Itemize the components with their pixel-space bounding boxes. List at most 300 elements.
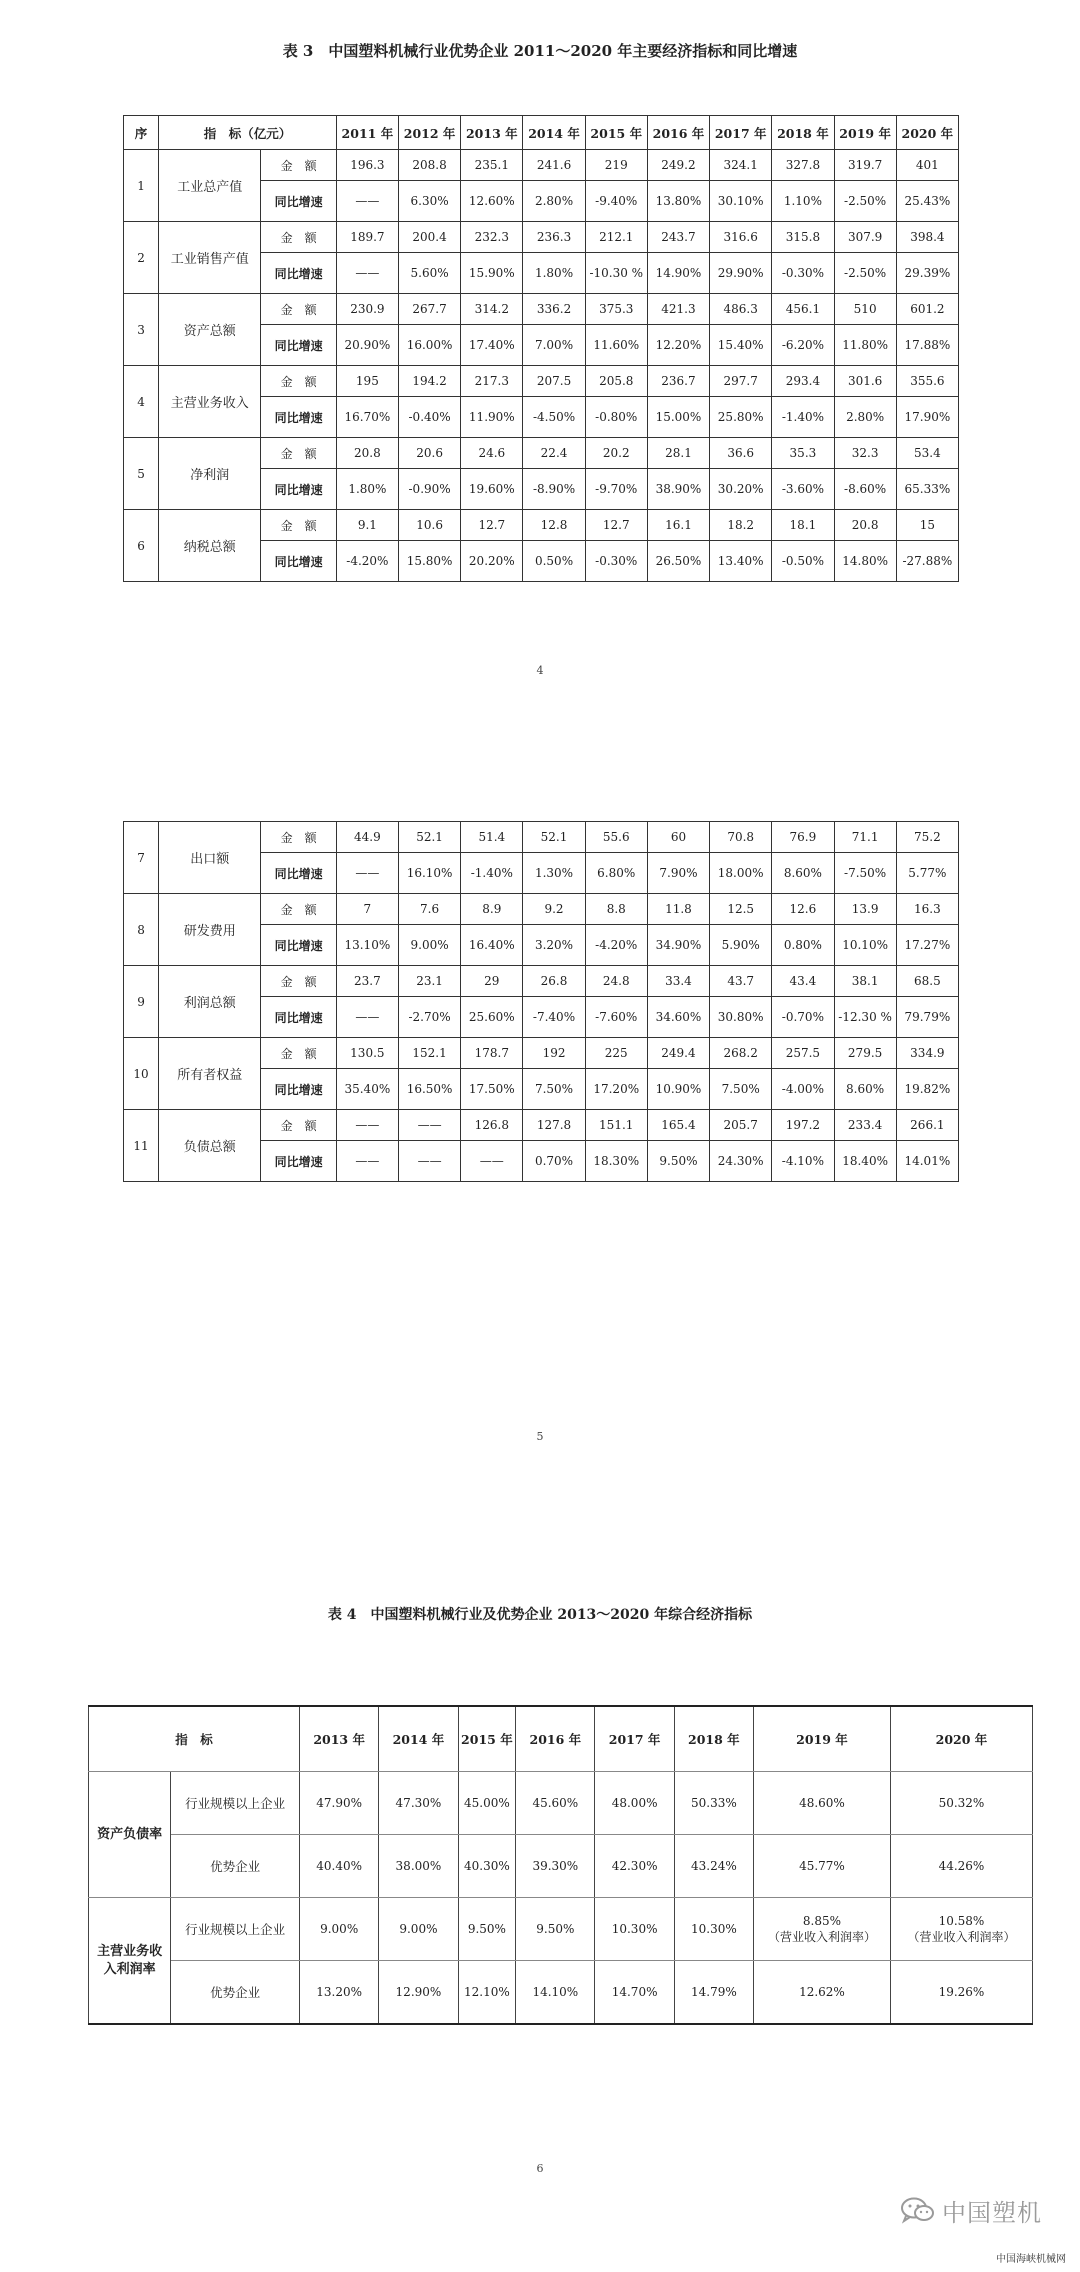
table-cell: 12.90% bbox=[379, 1961, 458, 2025]
table-cell: 192 bbox=[523, 1038, 585, 1069]
table-cell: 33.4 bbox=[647, 966, 709, 997]
year-header: 2019 年 bbox=[834, 116, 896, 150]
table-cell: 36.6 bbox=[710, 438, 772, 469]
sub-label: 金 额 bbox=[261, 966, 336, 997]
table-row bbox=[124, 966, 959, 997]
table-cell: 55.6 bbox=[585, 822, 647, 853]
row-number: 11 bbox=[124, 1110, 159, 1182]
table-cell: 14.10% bbox=[516, 1961, 595, 2025]
table-cell: 11.60% bbox=[585, 325, 647, 366]
table-row bbox=[124, 1110, 959, 1141]
table-cell: 16.00% bbox=[398, 325, 460, 366]
table-cell: 42.30% bbox=[595, 1835, 674, 1898]
table3-title: 表 3 中国塑料机械行业优势企业 2011～2020 年主要经济指标和同比增速 bbox=[282, 42, 798, 60]
table-cell: 13.40% bbox=[710, 541, 772, 582]
year-header: 2016 年 bbox=[647, 116, 709, 150]
sub-label: 金 额 bbox=[261, 438, 336, 469]
wechat-icon bbox=[900, 2196, 936, 2224]
table-cell: 5.60% bbox=[398, 253, 460, 294]
table-cell: 334.9 bbox=[896, 1038, 958, 1069]
table-cell: 197.2 bbox=[772, 1110, 834, 1141]
indicator-name: 主营业务收入 bbox=[159, 366, 261, 438]
sub-label: 金 额 bbox=[261, 150, 336, 181]
table4-header-row bbox=[89, 1706, 1033, 1772]
table-cell: 257.5 bbox=[772, 1038, 834, 1069]
table-cell: 47.90% bbox=[300, 1772, 379, 1835]
table-cell: 43.24% bbox=[674, 1835, 753, 1898]
table-cell: 2.80% bbox=[523, 181, 585, 222]
table-cell: 0.80% bbox=[772, 925, 834, 966]
table-cell: 12.62% bbox=[754, 1961, 891, 2025]
sub-label: 同比增速 bbox=[261, 1141, 336, 1182]
table-cell: 12.5 bbox=[710, 894, 772, 925]
sub-label: 同比增速 bbox=[261, 397, 336, 438]
table-cell: 232.3 bbox=[461, 222, 523, 253]
table-cell: 7.50% bbox=[710, 1069, 772, 1110]
row-number: 2 bbox=[124, 222, 159, 294]
table-cell: 18.00% bbox=[710, 853, 772, 894]
table-row bbox=[89, 1961, 1033, 2025]
table-cell: 29.39% bbox=[896, 253, 958, 294]
sub-label: 金 额 bbox=[261, 894, 336, 925]
table-row bbox=[89, 1835, 1033, 1898]
table-cell: 52.1 bbox=[398, 822, 460, 853]
table-cell: 12.60% bbox=[461, 181, 523, 222]
cell-value: 8.85% bbox=[802, 1913, 842, 1928]
table-cell: 48.60% bbox=[754, 1772, 891, 1835]
watermark bbox=[900, 2190, 1060, 2230]
table-cell: 8.8 bbox=[585, 894, 647, 925]
table-cell: 130.5 bbox=[336, 1038, 398, 1069]
table-cell: 601.2 bbox=[896, 294, 958, 325]
table-cell: 205.7 bbox=[710, 1110, 772, 1141]
table-cell: 19.82% bbox=[896, 1069, 958, 1110]
year-header: 2012 年 bbox=[398, 116, 460, 150]
table-cell: 225 bbox=[585, 1038, 647, 1069]
sub-label: 金 额 bbox=[261, 822, 336, 853]
sub-label: 同比增速 bbox=[261, 325, 336, 366]
table-cell: -9.70% bbox=[585, 469, 647, 510]
table-cell: —— bbox=[336, 181, 398, 222]
table-cell: 18.1 bbox=[772, 510, 834, 541]
table-cell: 38.1 bbox=[834, 966, 896, 997]
table-row bbox=[124, 294, 959, 325]
table-cell: 375.3 bbox=[585, 294, 647, 325]
table-cell: 249.2 bbox=[647, 150, 709, 181]
table-cell: 324.1 bbox=[710, 150, 772, 181]
row-label: 优势企业 bbox=[171, 1835, 300, 1898]
table-cell: 20.20% bbox=[461, 541, 523, 582]
year-header: 2011 年 bbox=[336, 116, 398, 150]
table-cell: 6.80% bbox=[585, 853, 647, 894]
table-cell: —— bbox=[336, 1110, 398, 1141]
indicator-name: 纳税总额 bbox=[159, 510, 261, 582]
table-cell: 51.4 bbox=[461, 822, 523, 853]
seq-header: 序 bbox=[124, 116, 159, 150]
table-cell: 510 bbox=[834, 294, 896, 325]
table-cell: -9.40% bbox=[585, 181, 647, 222]
sub-label: 同比增速 bbox=[261, 925, 336, 966]
table-cell: 71.1 bbox=[834, 822, 896, 853]
table-cell: 16.1 bbox=[647, 510, 709, 541]
table-cell: 23.7 bbox=[336, 966, 398, 997]
sub-label: 金 额 bbox=[261, 1110, 336, 1141]
table-cell: 28.1 bbox=[647, 438, 709, 469]
table-cell: 319.7 bbox=[834, 150, 896, 181]
table-row bbox=[89, 1898, 1033, 1961]
table-cell: 13.10% bbox=[336, 925, 398, 966]
table-cell: 18.2 bbox=[710, 510, 772, 541]
sub-label: 金 额 bbox=[261, 222, 336, 253]
table-cell: 398.4 bbox=[896, 222, 958, 253]
table-cell: 75.2 bbox=[896, 822, 958, 853]
table-cell: 17.20% bbox=[585, 1069, 647, 1110]
table3-part1 bbox=[123, 115, 959, 582]
table-cell: 8.60% bbox=[834, 1069, 896, 1110]
table-cell: 12.7 bbox=[461, 510, 523, 541]
table-cell: -0.40% bbox=[398, 397, 460, 438]
table-cell: -27.88% bbox=[896, 541, 958, 582]
row-number: 3 bbox=[124, 294, 159, 366]
table-cell: 43.7 bbox=[710, 966, 772, 997]
table-cell: -12.30 % bbox=[834, 997, 896, 1038]
indicator-name: 出口额 bbox=[159, 822, 261, 894]
table-cell: 14.90% bbox=[647, 253, 709, 294]
table-cell: —— bbox=[461, 1141, 523, 1182]
table-cell: 217.3 bbox=[461, 366, 523, 397]
table-cell: -4.20% bbox=[585, 925, 647, 966]
page-number: 6 bbox=[536, 2162, 544, 2175]
table-cell: 0.50% bbox=[523, 541, 585, 582]
table-cell: 297.7 bbox=[710, 366, 772, 397]
table-cell: 195 bbox=[336, 366, 398, 397]
year-header: 2017 年 bbox=[595, 1706, 674, 1772]
table-cell: 165.4 bbox=[647, 1110, 709, 1141]
table-cell: 9.50% bbox=[647, 1141, 709, 1182]
table-cell: -2.50% bbox=[834, 181, 896, 222]
table-cell: 301.6 bbox=[834, 366, 896, 397]
table-cell: 7 bbox=[336, 894, 398, 925]
table-cell: 11.8 bbox=[647, 894, 709, 925]
sub-label: 同比增速 bbox=[261, 469, 336, 510]
table-row bbox=[89, 1772, 1033, 1835]
table-cell: 26.8 bbox=[523, 966, 585, 997]
table-cell: 196.3 bbox=[336, 150, 398, 181]
table-cell: 53.4 bbox=[896, 438, 958, 469]
table-cell: -0.30% bbox=[772, 253, 834, 294]
table-cell: 8.9 bbox=[461, 894, 523, 925]
table-cell: -7.40% bbox=[523, 997, 585, 1038]
table-cell: 10.10% bbox=[834, 925, 896, 966]
table4-title: 表 4 中国塑料机械行业及优势企业 2013～2020 年综合经济指标 bbox=[327, 1607, 753, 1623]
table-cell: 7.50% bbox=[523, 1069, 585, 1110]
table-cell: 12.20% bbox=[647, 325, 709, 366]
table-cell: 268.2 bbox=[710, 1038, 772, 1069]
table-cell: 20.8 bbox=[336, 438, 398, 469]
table-cell: -0.90% bbox=[398, 469, 460, 510]
year-header: 2020 年 bbox=[896, 116, 958, 150]
table-cell: 15.40% bbox=[710, 325, 772, 366]
indicator-header: 指 标（亿元） bbox=[159, 116, 337, 150]
cell-note: （营业收入利润率） bbox=[767, 1929, 876, 1944]
row-number: 8 bbox=[124, 894, 159, 966]
table-cell: 13.80% bbox=[647, 181, 709, 222]
table-cell: —— bbox=[336, 853, 398, 894]
table-cell: 20.90% bbox=[336, 325, 398, 366]
table-cell: 30.20% bbox=[710, 469, 772, 510]
table-cell: 315.8 bbox=[772, 222, 834, 253]
table-cell: 20.6 bbox=[398, 438, 460, 469]
sub-label: 同比增速 bbox=[261, 253, 336, 294]
table-cell: 11.80% bbox=[834, 325, 896, 366]
table-cell: 243.7 bbox=[647, 222, 709, 253]
table-row bbox=[124, 438, 959, 469]
table-cell: 200.4 bbox=[398, 222, 460, 253]
table-cell: 19.26% bbox=[890, 1961, 1032, 2025]
table-cell: 189.7 bbox=[336, 222, 398, 253]
table-cell: 205.8 bbox=[585, 366, 647, 397]
sub-label: 同比增速 bbox=[261, 1069, 336, 1110]
table-cell: -0.80% bbox=[585, 397, 647, 438]
indicator-name: 工业销售产值 bbox=[159, 222, 261, 294]
watermark-text: 中国塑机 bbox=[942, 2198, 1042, 2227]
table-cell: 38.00% bbox=[379, 1835, 458, 1898]
table-cell: 336.2 bbox=[523, 294, 585, 325]
table-cell: 24.30% bbox=[710, 1141, 772, 1182]
table-cell: 34.90% bbox=[647, 925, 709, 966]
table-cell: 1.80% bbox=[336, 469, 398, 510]
table-cell: 327.8 bbox=[772, 150, 834, 181]
year-header: 2014 年 bbox=[379, 1706, 458, 1772]
table-cell: 35.3 bbox=[772, 438, 834, 469]
table-cell: 2.80% bbox=[834, 397, 896, 438]
table-cell: 10.30% bbox=[674, 1898, 753, 1961]
table-cell: -3.60% bbox=[772, 469, 834, 510]
year-header: 2014 年 bbox=[523, 116, 585, 150]
table-cell: 35.40% bbox=[336, 1069, 398, 1110]
table3-header-row bbox=[124, 116, 959, 150]
table-cell: 40.30% bbox=[458, 1835, 516, 1898]
year-header: 2017 年 bbox=[710, 116, 772, 150]
table-cell: 24.6 bbox=[461, 438, 523, 469]
sub-label: 金 额 bbox=[261, 294, 336, 325]
table-cell: 60 bbox=[647, 822, 709, 853]
table-cell: 29.90% bbox=[710, 253, 772, 294]
table-cell: 22.4 bbox=[523, 438, 585, 469]
table-cell: -4.20% bbox=[336, 541, 398, 582]
table-cell: -2.70% bbox=[398, 997, 460, 1038]
page-number: 4 bbox=[536, 664, 544, 677]
table-cell: —— bbox=[398, 1110, 460, 1141]
table-cell: 70.8 bbox=[710, 822, 772, 853]
table-cell: -8.90% bbox=[523, 469, 585, 510]
table-cell: 39.30% bbox=[516, 1835, 595, 1898]
table-cell: -4.50% bbox=[523, 397, 585, 438]
table-cell: 236.7 bbox=[647, 366, 709, 397]
table-cell: 17.27% bbox=[896, 925, 958, 966]
row-number: 5 bbox=[124, 438, 159, 510]
table-cell: 207.5 bbox=[523, 366, 585, 397]
table-cell: 230.9 bbox=[336, 294, 398, 325]
table-row bbox=[124, 222, 959, 253]
table-cell: 1.80% bbox=[523, 253, 585, 294]
row-number: 6 bbox=[124, 510, 159, 582]
table-cell: 456.1 bbox=[772, 294, 834, 325]
table-cell: 3.20% bbox=[523, 925, 585, 966]
table-cell: 44.26% bbox=[890, 1835, 1032, 1898]
sub-label: 金 额 bbox=[261, 510, 336, 541]
table3-part2 bbox=[123, 821, 959, 1182]
indicator-name: 负债总额 bbox=[159, 1110, 261, 1182]
table-cell: 0.70% bbox=[523, 1141, 585, 1182]
year-header: 2016 年 bbox=[516, 1706, 595, 1772]
table-cell: 24.8 bbox=[585, 966, 647, 997]
table-cell: 5.77% bbox=[896, 853, 958, 894]
row-number: 9 bbox=[124, 966, 159, 1038]
table-cell: 236.3 bbox=[523, 222, 585, 253]
table-cell: 79.79% bbox=[896, 997, 958, 1038]
sub-label: 同比增速 bbox=[261, 181, 336, 222]
year-header: 2013 年 bbox=[300, 1706, 379, 1772]
table-row bbox=[124, 150, 959, 181]
table-cell: 16.70% bbox=[336, 397, 398, 438]
table-cell: 10.90% bbox=[647, 1069, 709, 1110]
table-cell: 208.8 bbox=[398, 150, 460, 181]
indicator-name: 工业总产值 bbox=[159, 150, 261, 222]
table-cell: 151.1 bbox=[585, 1110, 647, 1141]
table-cell: 18.40% bbox=[834, 1141, 896, 1182]
table-cell: -0.30% bbox=[585, 541, 647, 582]
table-cell: 235.1 bbox=[461, 150, 523, 181]
table-cell: 76.9 bbox=[772, 822, 834, 853]
table-cell: 14.80% bbox=[834, 541, 896, 582]
table-cell: 44.9 bbox=[336, 822, 398, 853]
row-number: 1 bbox=[124, 150, 159, 222]
table-cell: 65.33% bbox=[896, 469, 958, 510]
table-cell: 25.80% bbox=[710, 397, 772, 438]
table-cell: -2.50% bbox=[834, 253, 896, 294]
table-cell: 12.7 bbox=[585, 510, 647, 541]
table-cell: -7.50% bbox=[834, 853, 896, 894]
table-cell: 15 bbox=[896, 510, 958, 541]
footer-site: 中国海峡机械网 bbox=[996, 2254, 1066, 2265]
table-cell: 401 bbox=[896, 150, 958, 181]
indicator-name: 研发费用 bbox=[159, 894, 261, 966]
table-cell: 355.6 bbox=[896, 366, 958, 397]
table-cell: 9.00% bbox=[398, 925, 460, 966]
table-cell: 1.10% bbox=[772, 181, 834, 222]
year-header: 2019 年 bbox=[754, 1706, 891, 1772]
table-cell: 38.90% bbox=[647, 469, 709, 510]
table-cell: 178.7 bbox=[461, 1038, 523, 1069]
table-cell: -4.00% bbox=[772, 1069, 834, 1110]
year-header: 2018 年 bbox=[674, 1706, 753, 1772]
table-cell: 50.32% bbox=[890, 1772, 1032, 1835]
table-cell: 34.60% bbox=[647, 997, 709, 1038]
table-cell: 219 bbox=[585, 150, 647, 181]
table-row bbox=[124, 1038, 959, 1069]
table-cell: 279.5 bbox=[834, 1038, 896, 1069]
table-cell: 249.4 bbox=[647, 1038, 709, 1069]
table-cell: 30.80% bbox=[710, 997, 772, 1038]
table-cell: 421.3 bbox=[647, 294, 709, 325]
table-cell: 29 bbox=[461, 966, 523, 997]
table-cell: -0.70% bbox=[772, 997, 834, 1038]
table-cell: 10.6 bbox=[398, 510, 460, 541]
table-cell: 16.3 bbox=[896, 894, 958, 925]
table-cell: 7.6 bbox=[398, 894, 460, 925]
year-header: 2020 年 bbox=[890, 1706, 1032, 1772]
table-cell: 25.60% bbox=[461, 997, 523, 1038]
year-header: 2013 年 bbox=[461, 116, 523, 150]
indicator-header: 指 标 bbox=[89, 1706, 300, 1772]
table-cell: 17.40% bbox=[461, 325, 523, 366]
table-cell: 266.1 bbox=[896, 1110, 958, 1141]
indicator-name: 净利润 bbox=[159, 438, 261, 510]
table-cell: 14.01% bbox=[896, 1141, 958, 1182]
year-header: 2015 年 bbox=[585, 116, 647, 150]
table-cell: 307.9 bbox=[834, 222, 896, 253]
indicator-name: 利润总额 bbox=[159, 966, 261, 1038]
table-cell: 9.1 bbox=[336, 510, 398, 541]
table-cell: -0.50% bbox=[772, 541, 834, 582]
table-cell: 9.2 bbox=[523, 894, 585, 925]
table-cell: 16.10% bbox=[398, 853, 460, 894]
table-cell: 13.9 bbox=[834, 894, 896, 925]
table-cell: 30.10% bbox=[710, 181, 772, 222]
table-cell: 7.00% bbox=[523, 325, 585, 366]
table-cell: 314.2 bbox=[461, 294, 523, 325]
table-cell: 15.80% bbox=[398, 541, 460, 582]
table-cell: 45.00% bbox=[458, 1772, 516, 1835]
table-cell: 7.90% bbox=[647, 853, 709, 894]
table-cell: 11.90% bbox=[461, 397, 523, 438]
sub-label: 金 额 bbox=[261, 366, 336, 397]
table-cell: 15.90% bbox=[461, 253, 523, 294]
table-cell: 25.43% bbox=[896, 181, 958, 222]
table-cell: 45.77% bbox=[754, 1835, 891, 1898]
sub-label: 金 额 bbox=[261, 1038, 336, 1069]
table-cell: 1.30% bbox=[523, 853, 585, 894]
indicator-name: 资产总额 bbox=[159, 294, 261, 366]
table4 bbox=[88, 1705, 1033, 2025]
row-number: 10 bbox=[124, 1038, 159, 1110]
table-row bbox=[124, 822, 959, 853]
year-header: 2015 年 bbox=[458, 1706, 516, 1772]
table-cell: 20.8 bbox=[834, 510, 896, 541]
table-cell: 14.70% bbox=[595, 1961, 674, 2025]
group-label: 资产负债率 bbox=[89, 1772, 171, 1898]
row-label: 行业规模以上企业 bbox=[171, 1898, 300, 1961]
cell-value: 10.58% bbox=[938, 1913, 985, 1928]
table-cell: -1.40% bbox=[772, 397, 834, 438]
table-cell: 293.4 bbox=[772, 366, 834, 397]
table-cell: 486.3 bbox=[710, 294, 772, 325]
table-cell: 32.3 bbox=[834, 438, 896, 469]
table-cell: -8.60% bbox=[834, 469, 896, 510]
table-cell: 233.4 bbox=[834, 1110, 896, 1141]
table-cell: —— bbox=[336, 1141, 398, 1182]
table-cell: 9.00% bbox=[379, 1898, 458, 1961]
table-cell: 126.8 bbox=[461, 1110, 523, 1141]
table-cell: 17.50% bbox=[461, 1069, 523, 1110]
table-cell: 40.40% bbox=[300, 1835, 379, 1898]
table-cell: -10.30 % bbox=[585, 253, 647, 294]
table-cell: 9.00% bbox=[300, 1898, 379, 1961]
table-row bbox=[124, 510, 959, 541]
sub-label: 同比增速 bbox=[261, 541, 336, 582]
table-cell: 152.1 bbox=[398, 1038, 460, 1069]
